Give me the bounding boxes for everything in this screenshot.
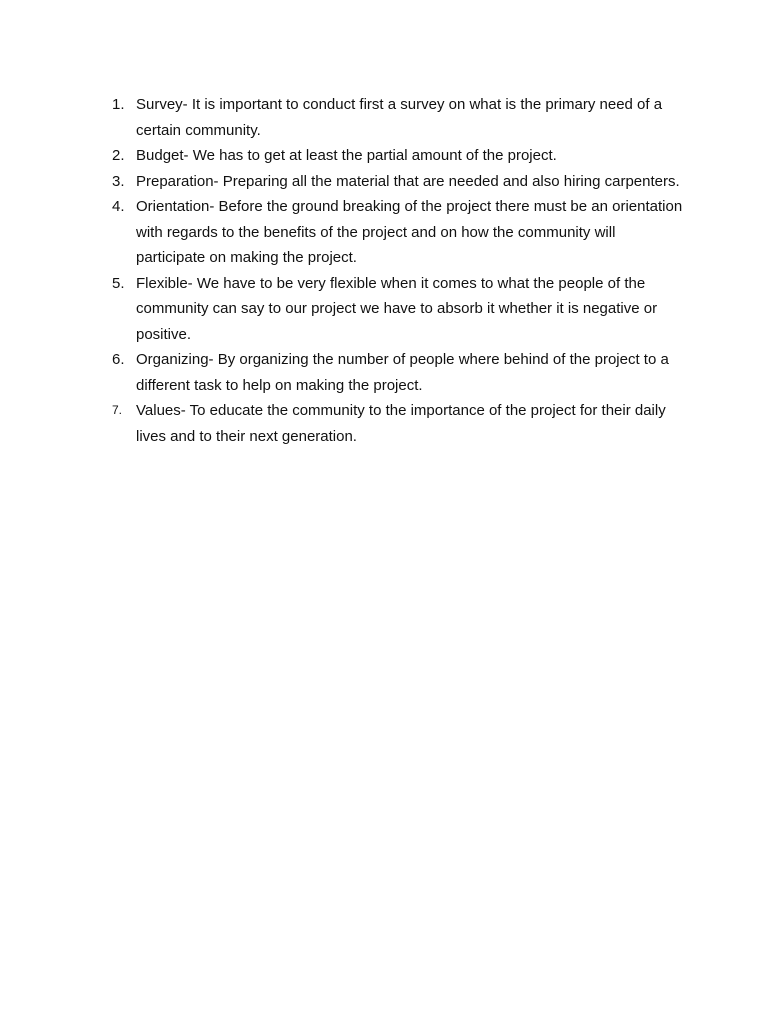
list-item: [106, 92, 686, 143]
list-item-number: 2.: [112, 147, 125, 164]
list-item: [106, 398, 686, 449]
list-item-text: Preparation- Preparing all the material that are needed and also hiring carpenters.: [136, 172, 680, 190]
numbered-list: [106, 92, 686, 449]
list-item: [106, 271, 686, 348]
list-item-text: Budget- We has to get at least the partial amount of the project.: [136, 147, 557, 164]
list-item-number: 4.: [112, 198, 125, 215]
list-item-number: 6.: [112, 351, 125, 368]
list-item-text: Organizing- By organizing the number of people where behind of the project to a different task to help on making the project.: [136, 351, 669, 394]
list-item: [106, 347, 686, 398]
list-item: [106, 143, 686, 169]
list-item-number: 1.: [112, 96, 125, 113]
list-item: [106, 194, 686, 271]
list-item-number: 3.: [112, 172, 125, 190]
list-item: [106, 169, 686, 195]
list-item-text: Orientation- Before the ground breaking of the project there must be an orientation with regards to the benefits of the project and on how the community will participate on making the project.: [136, 198, 683, 266]
list-item-number: 7.: [112, 403, 123, 417]
list-item-text: Flexible- We have to be very flexible when it comes to what the people of the community can say to our project we have to absorb it whether it is negative or positive.: [136, 274, 658, 343]
list-item-number: 5.: [112, 274, 125, 292]
list-item-text: Values- To educate the community to the importance of the project for their daily lives and to their next generation.: [136, 402, 666, 445]
list-item-text: Survey- It is important to conduct first a survey on what is the primary need of a certain community.: [136, 96, 663, 139]
